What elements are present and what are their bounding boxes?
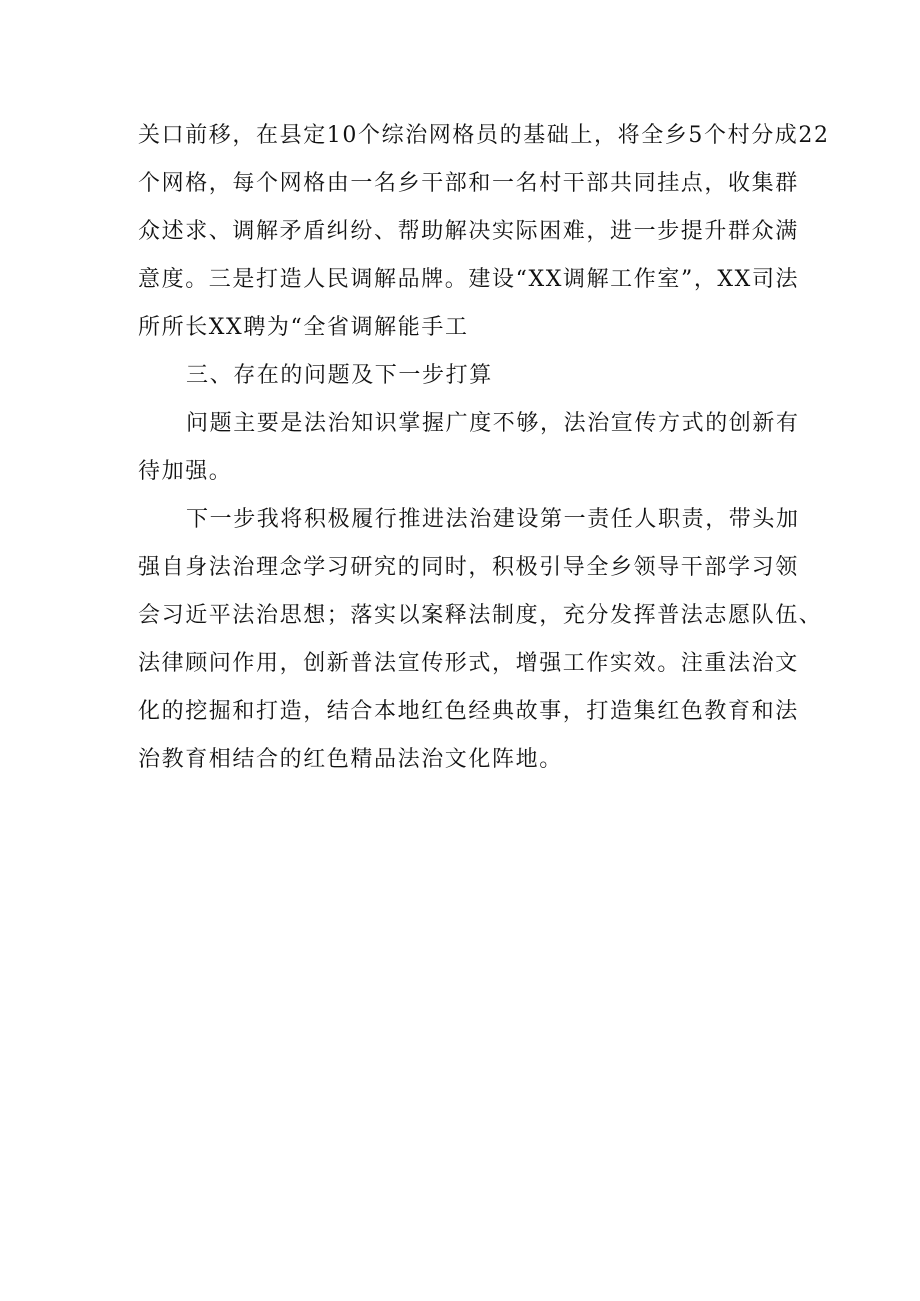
section-heading: 三、存在的问题及下一步打算 [186,363,493,388]
paragraph-grid-management [138,112,830,352]
text-line: 意度。三是打造人民调解品牌。建设“XX调解工作室”，XX司法 [138,267,800,292]
text-line: 所所长XX聘为“全省调解能手工 [138,315,469,340]
text-line: 待加强。 [138,459,233,484]
paragraph-next-steps [138,496,823,784]
text-line: 化的挖掘和打造，结合本地红色经典故事，打造集红色教育和法 [138,699,799,724]
text-line: 个网格，每个网格由一名乡干部和一名村干部共同挂点，收集群 [138,171,799,196]
paragraph-problems [138,400,798,496]
text-line: 下一步我将积极履行推进法治建设第一责任人职责，带头加 [186,507,800,532]
text-line: 强自身法治理念学习研究的同时，积极引导全乡领导干部学习领 [138,555,799,580]
text-line: 法律顾问作用，创新普法宣传形式，增强工作实效。注重法治文 [138,651,799,676]
text-line: 会习近平法治思想；落实以案释法制度，充分发挥普法志愿队伍、 [138,603,823,628]
text-line: 问题主要是法治知识掌握广度不够，法治宣传方式的创新有 [186,411,800,436]
text-line: 众述求、调解矛盾纠纷、帮助解决实际困难，进一步提升群众满 [138,219,799,244]
document-body [138,112,830,784]
text-line: 关口前移，在县定10个综治网格员的基础上，将全乡5个村分成22 [138,123,830,148]
text-line: 治教育相结合的红色精品法治文化阵地。 [138,747,563,772]
